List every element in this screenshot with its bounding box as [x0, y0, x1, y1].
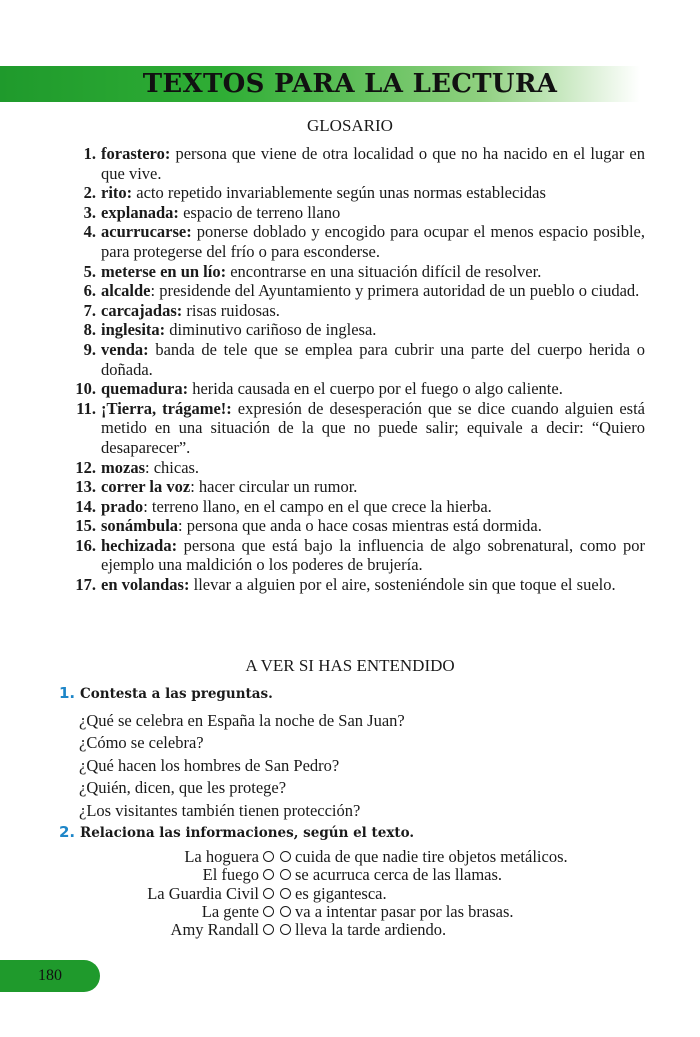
glossary-item: [69, 262, 645, 282]
glossary-definition: persona que viene de otra localidad o que no ha nacido en el lugar en que vive.: [101, 144, 645, 183]
glossary-term: mozas: [101, 457, 145, 477]
glossary-item: [69, 575, 645, 595]
glossary-term: carcajadas:: [101, 300, 183, 320]
match-right-label: lleva la tarde ardiendo.: [295, 920, 447, 940]
match-right-circle-icon[interactable]: [280, 906, 291, 917]
glossary-definition: ponerse doblado y encogido para ocupar el menos espacio posible, para protegerse del frío o para esconderse.: [101, 222, 645, 261]
glossary-item-number: 6.: [83, 281, 96, 301]
match-row: [60, 885, 660, 903]
glossary-term: prado: [101, 496, 144, 516]
question-item: ¿Los visitantes también tienen protección?: [79, 800, 361, 820]
match-left-item: [147, 885, 274, 903]
match-row: [60, 848, 660, 866]
glossary-item: [69, 340, 645, 379]
glossary-item-number: 14.: [75, 496, 96, 516]
glossary-definition: banda de tele que se emplea para cubrir una parte del cuerpo herida o doñada.: [101, 339, 645, 379]
glossary-term: en volandas:: [101, 575, 190, 595]
match-left-circle-icon[interactable]: [263, 924, 274, 935]
match-right-label: cuida de que nadie tire objetos metálicos.: [295, 847, 568, 866]
glossary-item: [69, 183, 645, 203]
glossary-definition: espacio de terreno llano: [178, 202, 341, 222]
glossary-item-number: 15.: [75, 516, 96, 536]
glossary-item-number: 3.: [83, 202, 96, 222]
match-left-circle-icon[interactable]: [263, 869, 274, 880]
glossary-item: [69, 320, 645, 340]
glossary-item-number: 5.: [83, 261, 96, 281]
glossary-definition: : chicas.: [145, 457, 200, 477]
match-left-item: [184, 848, 274, 866]
glossary-item: [69, 379, 645, 399]
match-left-item: [202, 903, 274, 921]
glossary-item-number: 10.: [75, 379, 96, 399]
match-left-circle-icon[interactable]: [263, 888, 274, 899]
glossary-definition: llevar a alguien por el aire, sosteniéndole sin que toque el suelo.: [189, 575, 616, 595]
match-right-circle-icon[interactable]: [280, 888, 291, 899]
match-left-circle-icon[interactable]: [263, 851, 274, 862]
match-left-circle-icon[interactable]: [263, 906, 274, 917]
match-right-item: [280, 903, 514, 921]
glossary-definition: risas ruidosas.: [182, 300, 280, 320]
glossary-heading: GLOSARIO: [307, 116, 393, 135]
match-left-label: La Guardia Civil: [147, 883, 259, 903]
page-title: TEXTOS PARA LA LECTURA: [142, 69, 558, 99]
glossary-term: rito:: [101, 183, 133, 203]
glossary-definition: acto repetido invariablemente según unas normas establecidas: [132, 183, 546, 203]
glossary-item-number: 4.: [83, 222, 96, 242]
glossary-item-number: 12.: [75, 457, 96, 477]
question-item: ¿Qué hacen los hombres de San Pedro?: [79, 755, 340, 775]
glossary-item-number: 9.: [83, 339, 96, 359]
question-item: ¿Qué se celebra en España la noche de San Juan?: [79, 711, 405, 730]
question-item: ¿Cómo se celebra?: [79, 733, 204, 753]
glossary-item: [69, 536, 645, 575]
match-left-label: La hoguera: [184, 847, 259, 866]
match-right-item: [280, 885, 387, 903]
match-right-circle-icon[interactable]: [280, 924, 291, 935]
glossary-definition: : terreno llano, en el campo en el que crece la hierba.: [143, 496, 492, 516]
glossary-item: [69, 477, 645, 497]
glossary-term: quemadura:: [101, 379, 189, 399]
glossary-term: meterse en un lío:: [101, 261, 227, 281]
glossary-term: correr la voz: [101, 477, 191, 497]
match-left-label: El fuego: [202, 865, 259, 885]
comprehension-heading: A VER SI HAS ENTENDIDO: [245, 656, 455, 675]
glossary-item: [69, 458, 645, 478]
match-left-label: La gente: [201, 901, 259, 921]
match-row: [60, 866, 660, 884]
glossary-definition: : persona que anda o hace cosas mientras está dormida.: [178, 516, 542, 536]
glossary-item-number: 7.: [83, 300, 96, 320]
page-number: 180: [38, 967, 62, 984]
glossary-term: inglesita:: [101, 320, 166, 340]
match-left-item: [203, 866, 274, 884]
glossary-term: sonámbula: [101, 516, 179, 536]
glossary-list: [69, 144, 645, 595]
glossary-definition: persona que está bajo la influencia de algo sobrenatural, como por ejemplo una maldición o los poderes de brujería.: [101, 535, 645, 575]
glossary-term: forastero:: [101, 144, 171, 163]
glossary-item-number: 17.: [75, 575, 96, 595]
glossary-item: [69, 144, 645, 183]
match-right-item: [280, 848, 568, 866]
glossary-definition: : presidende del Ayuntamiento y primera autoridad de un pueblo o ciudad.: [150, 281, 640, 301]
exercise-1-title: Contesta a las preguntas.: [80, 686, 273, 702]
glossary-item-number: 8.: [83, 320, 96, 340]
match-row: [60, 903, 660, 921]
match-row: [60, 921, 660, 939]
exercise-1-number: 1.: [59, 684, 76, 702]
match-left-label: Amy Randall: [170, 920, 259, 940]
glossary-item-number: 11.: [76, 398, 96, 418]
match-left-item: [171, 921, 274, 939]
exercise-2-title: Relaciona las informaciones, según el texto.: [80, 825, 415, 841]
glossary-item: [69, 222, 645, 261]
glossary-item: [69, 301, 645, 321]
glossary-definition: : hacer circular un rumor.: [190, 477, 358, 497]
glossary-item-number: 2.: [83, 183, 96, 203]
question-item: ¿Quién, dicen, que les protege?: [79, 778, 287, 798]
match-right-circle-icon[interactable]: [280, 869, 291, 880]
glossary-definition: expresión de desesperación que se dice cuando alguien está metido en una situación de la que no puede salir; equivale a decir: “Quiero desaparecer”.: [101, 398, 645, 457]
glossary-item: [69, 399, 645, 458]
glossary-term: ¡Tierra, trágame!:: [101, 398, 232, 418]
matching-exercise: [60, 848, 660, 939]
match-right-label: es gigantesca.: [295, 883, 387, 903]
glossary-item-number: 13.: [75, 477, 96, 497]
glossary-item-number: 16.: [75, 535, 96, 555]
glossary-item: [69, 281, 645, 301]
glossary-item: [69, 516, 645, 536]
question-list: [79, 710, 405, 822]
glossary-term: explanada:: [101, 202, 179, 222]
match-right-item: [280, 866, 502, 884]
match-right-circle-icon[interactable]: [280, 851, 291, 862]
exercise-2-number: 2.: [59, 823, 76, 841]
glossary-term: venda:: [101, 339, 149, 359]
glossary-term: acurrucarse:: [101, 222, 192, 242]
glossary-definition: diminutivo cariñoso de inglesa.: [165, 320, 377, 340]
glossary-item: [69, 497, 645, 517]
glossary-item: [69, 203, 645, 223]
glossary-term: hechizada:: [101, 535, 178, 555]
glossary-definition: encontrarse en una situación difícil de resolver.: [226, 261, 542, 281]
glossary-term: alcalde: [101, 281, 151, 301]
match-right-label: se acurruca cerca de las llamas.: [295, 865, 503, 885]
glossary-item-number: 1.: [83, 144, 96, 163]
glossary-definition: herida causada en el cuerpo por el fuego o algo caliente.: [188, 379, 563, 399]
match-right-item: [280, 921, 446, 939]
match-right-label: va a intentar pasar por las brasas.: [295, 901, 514, 921]
